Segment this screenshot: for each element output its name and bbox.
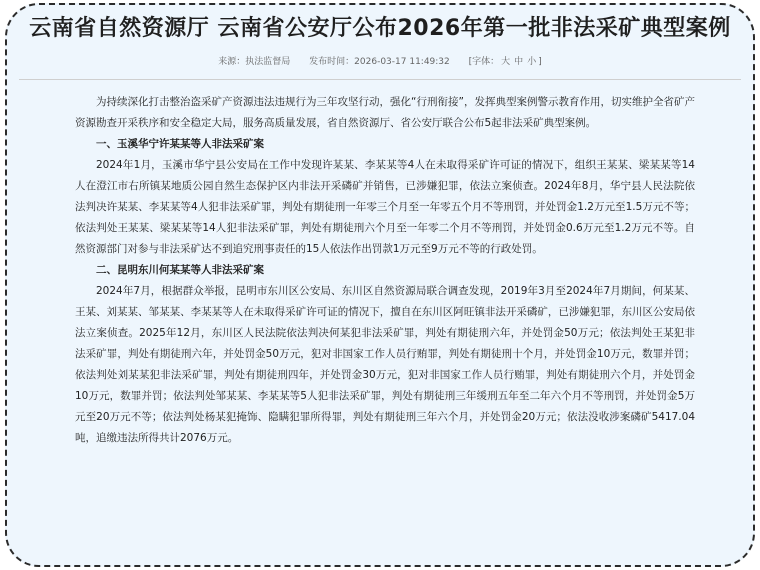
page-title: 云南省自然资源厅 云南省公安厅公布2026年第一批非法采矿典型案例	[29, 16, 731, 41]
intro-paragraph: 为持续深化打击整治盗采矿产资源违法违规行为三年攻坚行动，强化“行刑衔接”，发挥典型案例警示教育作用，切实维护全省矿产资源勘查开采秩序和安全稳定大局，服务高质量发展，省自然资源厅、省公安厅联合公布5起非法采矿典型案例。	[75, 96, 695, 129]
font-size-small-link[interactable]: 小	[527, 57, 537, 67]
font-size-label: [字体：	[468, 57, 500, 67]
case-heading: 二、昆明东川何某某等人非法采矿案	[96, 264, 264, 276]
case-paragraph: 2024年1月，玉溪市华宁县公安局在工作中发现许某某、李某某等4人在未取得采矿许可证的情况下，组织王某某、梁某某等14人在澄江市右所镇某地质公园自然生态保护区内非法开采磷矿并销售，已涉嫌犯罪，依法立案侦查。2024年8月，华宁县人民法院依法判决许某某、李某某等4人犯非法采矿罪，判处有期徒刑一年零三个月至一年零五个月不等刑罚，并处罚金1.2万元至1.5万元不等；依法判处王某某、梁某某等14人犯非法采矿罪，判处有期徒刑六个月至一年零二个月不等刑罚，并处罚金0.6万元至1.2万元不等。自然资源部门对参与非法采矿达不到追究刑事责任的15人依法作出罚款1万元至9万元不等的行政处罚。	[75, 159, 695, 255]
font-size-medium-link[interactable]: 中	[514, 57, 524, 67]
font-size-end: ]	[538, 57, 542, 67]
source-label: 来源：执法监督局	[218, 57, 291, 67]
case-heading: 一、玉溪华宁许某某等人非法采矿案	[96, 138, 264, 150]
font-size-selector	[469, 57, 542, 67]
case-paragraph: 2024年7月，根据群众举报，昆明市东川区公安局、东川区自然资源局联合调查发现，2019年3月至2024年7月期间，何某某、王某、刘某某、邹某某、李某某等人在未取得采矿许可证的情况下，擅自在东川区阿旺镇非法开采磷矿，已涉嫌犯罪，东川区公安局依法立案侦查。2025年12月，东川区人民法院依法判决何某犯非法采矿罪，判处有期徒刑六年，并处罚金50万元；依法判处王某犯非法采矿罪，判处有期徒刑六年，并处罚金50万元，犯对非国家工作人员行贿罪，判处有期徒刑十个月，并处罚金10万元，数罪并罚；依法判处刘某某犯非法采矿罪，判处有期徒刑四年，并处罚金30万元，犯对非国家工作人员行贿罪，判处有期徒刑六个月，并处罚金10万元，数罪并罚；依法判处邹某某、李某某等5人犯非法采矿罪，判处有期徒刑三年缓刑五年至二年六个月不等刑罚，并处罚金5万元至20万元不等；依法判处杨某犯掩饰、隐瞒犯罪所得罪，判处有期徒刑三年六个月，并处罚金20万元；依法没收涉案磷矿5417.04吨，追缴违法所得共计2076万元。	[75, 285, 695, 444]
publish-time: 发布时间：2026-03-17 11:49:32	[309, 57, 450, 67]
article-meta	[7, 55, 753, 69]
font-size-large-link[interactable]: 大	[501, 57, 511, 67]
article-body	[7, 80, 753, 449]
article-panel	[5, 3, 755, 567]
